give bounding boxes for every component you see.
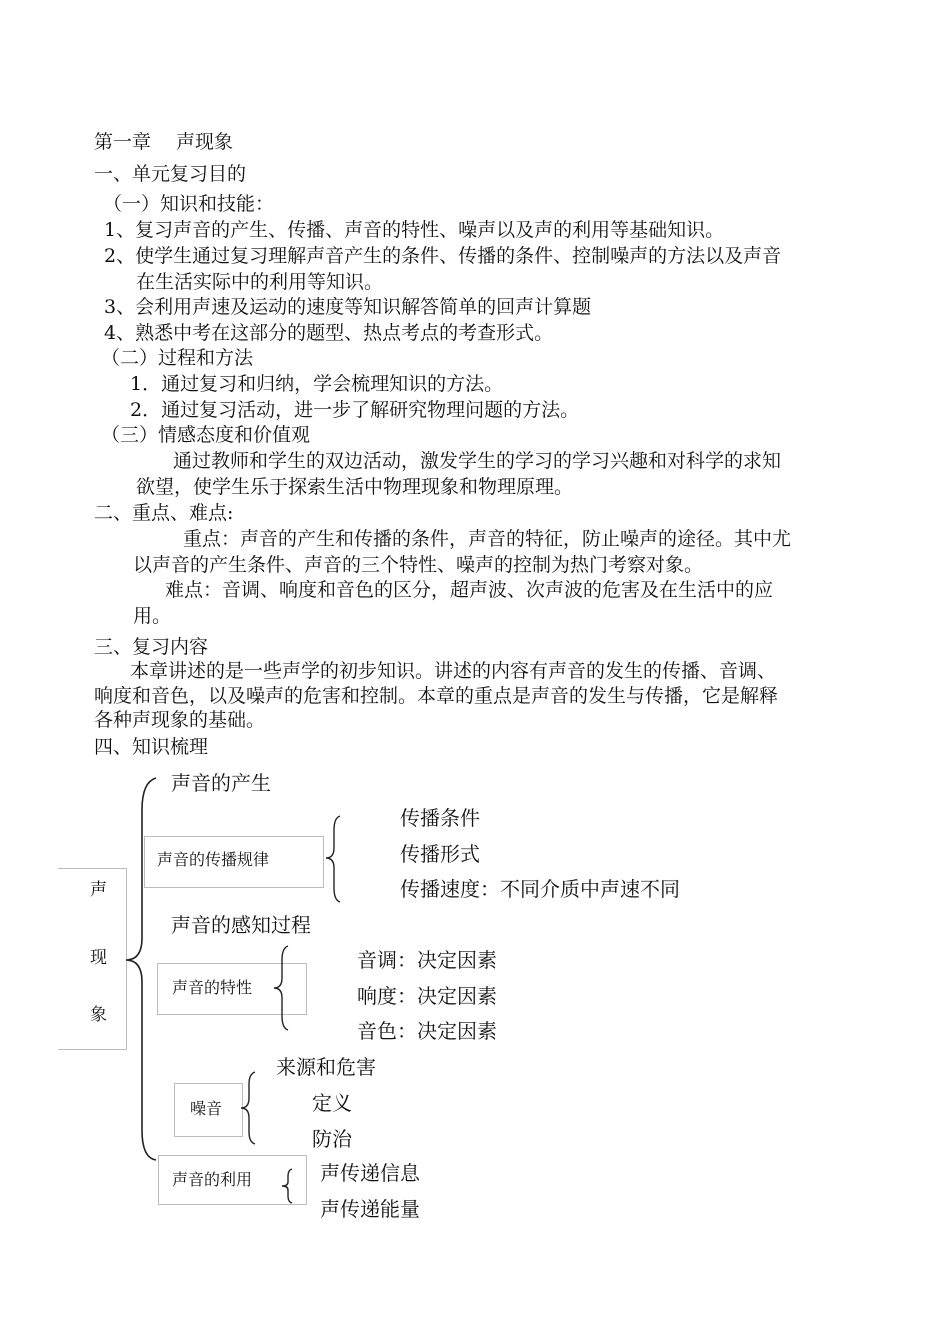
difficult-point-line: 难点：音调、响度和音色的区分，超声波、次声波的危害及在生活中的应: [165, 579, 774, 601]
list-item: 3、会利用声速及运动的速度等知识解答简单的回声计算题: [104, 296, 592, 318]
mindmap-root-char: 现: [90, 948, 107, 968]
paragraph-line: 通过教师和学生的双边活动，激发学生的学习的学习兴趣和对科学的求知: [173, 450, 782, 472]
node-production: 声音的产生: [171, 771, 271, 795]
difficult-point-line: 用。: [133, 605, 172, 627]
list-item-continuation: 在生活实际中的利用等知识。: [136, 271, 384, 293]
paragraph-line: 响度和音色，以及噪声的危害和控制。本章的重点是声音的发生与传播，它是解释: [94, 685, 779, 707]
characteristics-leaf: 音调：决定因素: [357, 948, 497, 972]
section-heading-key-points: 二、重点、难点:: [94, 502, 234, 524]
noise-leaf: 来源和危害: [276, 1055, 376, 1079]
node-use-label: 声音的利用: [172, 1170, 253, 1189]
paragraph-line: 各种声现象的基础。: [94, 709, 266, 731]
section-heading-mindmap: 四、知识梳理: [94, 736, 209, 758]
propagation-brace: [320, 810, 350, 910]
node-perception: 声音的感知过程: [171, 913, 311, 937]
noise-leaf: 防治: [312, 1127, 352, 1151]
key-point-line: 以声音的产生条件、声音的三个特性、噪声的控制为热门考察对象。: [133, 554, 704, 576]
key-point-line: 重点：声音的产生和传播的条件，声音的特征，防止噪声的途径。其中尤: [183, 528, 792, 550]
use-leaf: 声传递能量: [320, 1197, 420, 1221]
mindmap-root-char: 象: [90, 1005, 107, 1025]
characteristics-brace: [268, 942, 298, 1034]
noise-brace: [235, 1068, 265, 1148]
propagation-leaf: 传播速度：不同介质中声速不同: [400, 877, 680, 901]
subheading-knowledge: （一）知识和技能：: [103, 193, 275, 215]
section-heading-objectives: 一、单元复习目的: [94, 163, 247, 185]
node-propagation-label: 声音的传播规律: [157, 850, 270, 869]
paragraph-line: 本章讲述的是一些声学的初步知识。讲述的内容有声音的发生的传播、音调、: [130, 660, 777, 682]
list-item: 1．通过复习和归纳，学会梳理知识的方法。: [130, 373, 504, 395]
chapter-title: 第一章 声现象: [94, 131, 234, 153]
noise-leaf: 定义: [312, 1091, 352, 1115]
subheading-process: （二）过程和方法: [101, 347, 254, 369]
use-leaf: 声传递信息: [320, 1161, 420, 1185]
list-item: 2、使学生通过复习理解声音产生的条件、传播的条件、控制噪声的方法以及声音: [104, 245, 782, 267]
characteristics-leaf: 响度：决定因素: [357, 984, 497, 1008]
list-item: 4、熟悉中考在这部分的题型、热点考点的考查形式。: [104, 322, 554, 344]
mindmap-root-char: 声: [90, 880, 107, 900]
subheading-emotion: （三）情感态度和价值观: [101, 424, 311, 446]
node-characteristics-label: 声音的特性: [172, 978, 253, 997]
section-heading-review: 三、复习内容: [94, 636, 209, 658]
paragraph-line: 欲望，使学生乐于探索生活中物理现象和物理原理。: [136, 476, 574, 498]
use-brace: [276, 1166, 300, 1208]
node-noise-label: 噪音: [190, 1099, 223, 1118]
characteristics-leaf: 音色：决定因素: [357, 1019, 497, 1043]
list-item: 1、复习声音的产生、传播、声音的特性、噪声以及声的利用等基础知识。: [104, 219, 725, 241]
list-item: 2．通过复习活动，进一步了解研究物理问题的方法。: [130, 399, 580, 421]
propagation-leaf: 传播形式: [400, 842, 480, 866]
propagation-leaf: 传播条件: [400, 806, 480, 830]
